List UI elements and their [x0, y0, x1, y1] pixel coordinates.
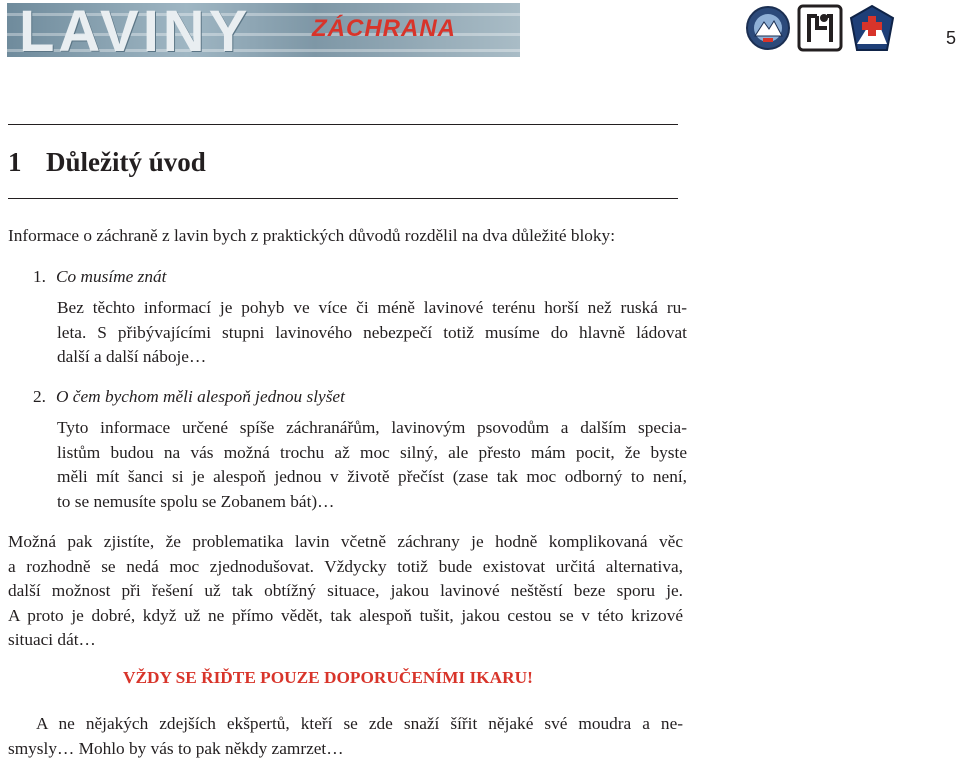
text-line: Bez těchto informací je pohyb ve více či méně lavinové terénu horší než ruská ru- — [57, 296, 687, 321]
list-item-title — [33, 385, 345, 410]
text-line: leta. S přibývajícími stupni lavinového nebezpečí totiž musíme do hlavně ládovat — [57, 321, 687, 346]
page-number: 5 — [946, 28, 956, 49]
list-item-title — [33, 265, 166, 290]
section-number: 1 — [8, 144, 46, 180]
text-line: další a další náboje… — [57, 345, 687, 370]
section-title: Důležitý úvod — [46, 147, 206, 177]
heading-rule-bottom — [8, 198, 678, 199]
banner-subtitle: ZÁCHRANA — [312, 17, 456, 41]
list-item-heading: O čem bychom měli alespoň jednou slyšet — [56, 387, 345, 406]
list-item-number: 1. — [33, 265, 56, 290]
list-item-body — [57, 416, 687, 514]
text-line: Možná pak zjistíte, že problematika lavin včetně záchrany je hodně komplikovaná věc — [8, 530, 683, 555]
text-line: smysly… Mohlo by vás to pak někdy zamrzet… — [8, 737, 683, 761]
text-line: další možnost při řešení už tak obtížný situace, jakou lavinové neštěstí beze sporu je. — [8, 579, 683, 604]
text-line: to se nemusíte spolu se Zobanem bát)… — [57, 490, 687, 515]
rescue-cross-logo — [849, 4, 895, 52]
list-item-number: 2. — [33, 385, 56, 410]
banner-title: LAVINY — [19, 3, 251, 57]
mountain-rescue-logo — [745, 4, 791, 52]
list-item-body — [57, 296, 687, 370]
text-line: A ne nějakých zdejších ekšpertů, kteří se zde snaží šířit nějaké své moudra a ne- — [8, 712, 683, 737]
heading-rule-top — [8, 124, 678, 125]
intro-paragraph: Informace o záchraně z lavin bych z praktických důvodů rozdělil na dva důležité bloky: — [8, 224, 615, 249]
closing-paragraph — [8, 712, 683, 761]
body-paragraph — [8, 530, 683, 653]
text-line: A proto je dobré, když už ne přímo vědět, tak alespoň tušit, jakou cestou se v této krizové — [8, 604, 683, 629]
text-line: listům budou na vás možná trochu až moc silný, ale přesto mám pocit, že byste — [57, 441, 687, 466]
warning-callout: VŽDY SE ŘIĎTE POUZE DOPORUČENÍMI IKARU! — [123, 668, 533, 688]
text-line: měli mít šanci si je alespoň jednou v životě přečíst (zase tak moc odborný to není, — [57, 465, 687, 490]
climber-logo — [797, 4, 843, 52]
text-line: situaci dát… — [8, 628, 683, 653]
text-line: a rozhodně se nedá moc zjednodušovat. Vždycky totiž bude existovat určitá alternativa, — [8, 555, 683, 580]
header-banner — [7, 3, 520, 57]
list-item-heading: Co musíme znát — [56, 267, 166, 286]
section-heading — [8, 144, 206, 180]
text-line: Tyto informace určené spíše záchranářům, lavinovým psovodům a dalším specia- — [57, 416, 687, 441]
